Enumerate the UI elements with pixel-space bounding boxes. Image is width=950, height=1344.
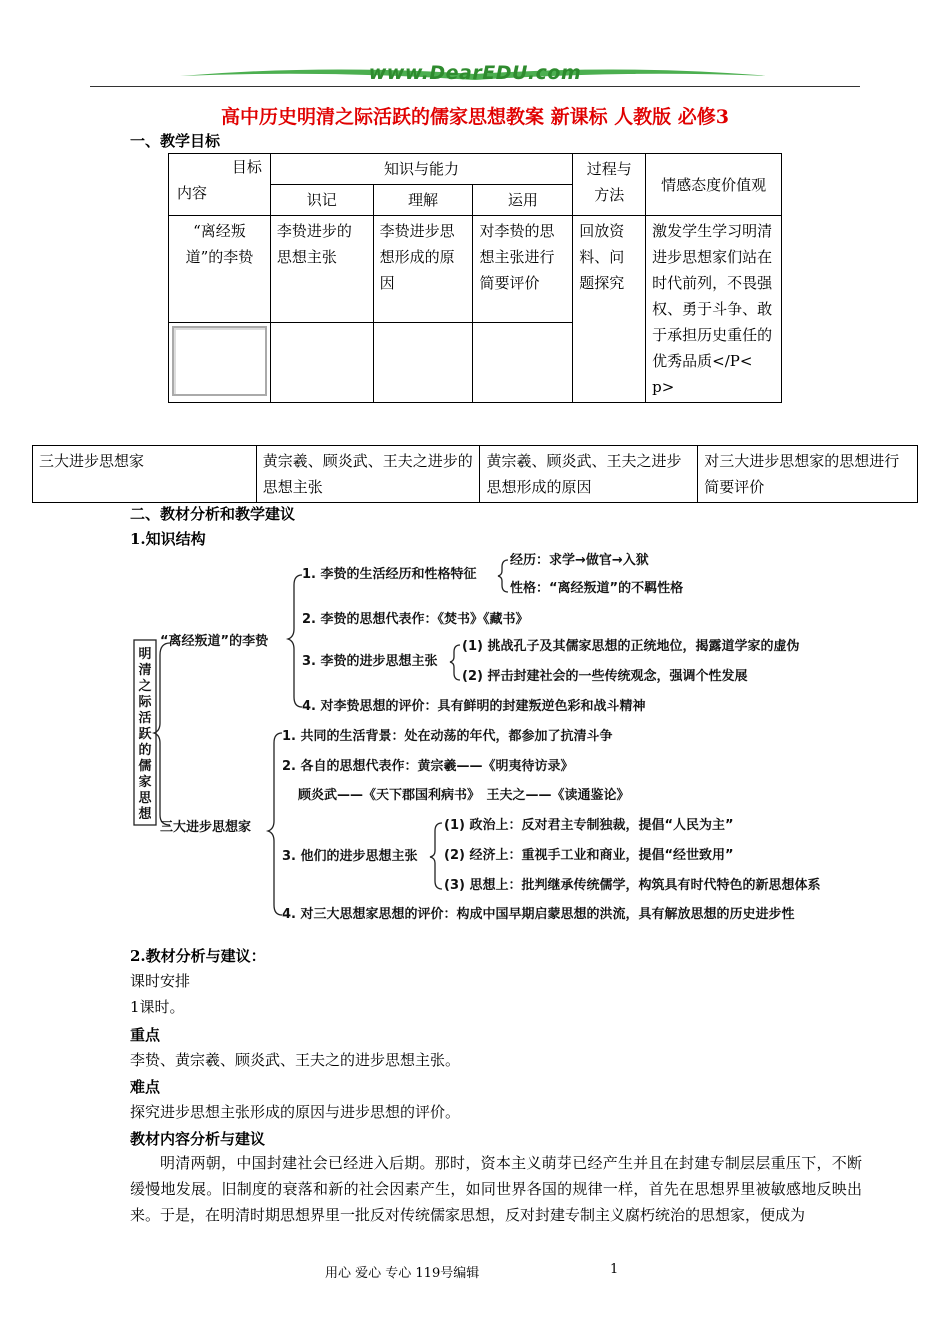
header-rule — [90, 86, 860, 87]
b1-item-4: 4. 对李贽思想的评价：具有鲜明的封建叛逆色彩和战斗精神 — [302, 699, 646, 714]
sub-header-understand: 理解 — [373, 185, 473, 216]
root-label-char: 清 — [138, 663, 152, 678]
b1-item-2: 2. 李贽的思想代表作：《焚书》《藏书》 — [302, 612, 529, 627]
b2-item-2: 2. 各自的思想代表作：黄宗羲——《明夷待访录》 — [282, 759, 574, 774]
thinkers-cell-2: 黄宗羲、顾炎武、王夫之进步思想形成的原因 — [480, 446, 698, 503]
logo-text: www.DearEDU.com — [368, 62, 582, 84]
root-label-char: 家 — [138, 775, 152, 790]
sub-header-memory: 识记 — [270, 185, 373, 216]
empty-cell — [473, 323, 573, 403]
cell-understand: 李贽进步思想形成的原因 — [373, 216, 473, 323]
analysis-label: 教材内容分析与建议 — [130, 1130, 266, 1148]
schedule-label: 课时安排 — [130, 972, 191, 990]
b1-1-experience: 经历：求学→做官→入狱 — [510, 553, 649, 568]
thinkers-table — [32, 445, 918, 503]
difficulty-value: 探究进步思想主张形成的原因与进步思想的评价。 — [130, 1103, 461, 1121]
b1-3-point-2: (2) 抨击封建社会的一些传统观念，强调个性发展 — [462, 669, 748, 684]
schedule-value: 1课时。 — [130, 998, 185, 1016]
b2-item-4: 4. 对三大思想家思想的评价：构成中国早期启蒙思想的洪流，具有解放思想的历史进步性 — [282, 907, 795, 922]
section-heading-2: 二、教材分析和教学建议 — [130, 505, 296, 523]
b1-item-3: 3. 李贽的进步思想主张 — [302, 654, 438, 669]
branch1-label: “离经叛道”的李贽 — [160, 634, 269, 649]
root-label-char: 之 — [138, 679, 152, 694]
site-logo — [175, 62, 775, 88]
thinkers-cell-3: 对三大进步思想家的思想进行简要评价 — [698, 446, 918, 503]
cell-emotion: 激发学生学习明清进步思想家们站在时代前列，不畏强权、勇于斗争、敢于承担历史重任的优秀品质</P< p> — [646, 216, 782, 403]
sub-header-apply: 运用 — [473, 185, 573, 216]
root-label-char: 儒 — [138, 759, 152, 774]
root-label-char: 明 — [138, 647, 152, 662]
empty-cell — [373, 323, 473, 403]
knowledge-structure-diagram — [130, 545, 890, 925]
b2-3-economy: (2) 经济上：重视手工业和商业，提倡“经世致用” — [444, 848, 734, 863]
subheading-analysis: 2.教材分析与建议： — [130, 947, 266, 965]
root-label-char: 跃 — [138, 727, 152, 742]
root-label-char: 思 — [138, 791, 152, 806]
analysis-paragraph: 明清两朝，中国封建社会已经进入后期。那时，资本主义萌芽已经产生并且在封建专制层层重压下，不断缓慢地发展。旧制度的衰落和新的社会因素产生，如同世界各国的规律一样，首先在思想界里被敏感地反映出来。于是，在明清时期思想界里一批反对传统儒家思想，反对封建专制主义腐朽统治的思想家，便成为 — [130, 1154, 862, 1224]
b2-3-politics: (1) 政治上：反对君主专制独裁，提倡“人民为主” — [444, 818, 734, 833]
cell-process: 回放资料、问题探究 — [573, 216, 646, 403]
objectives-table — [168, 153, 782, 403]
corner-bottom: 内容 — [177, 184, 208, 202]
knowledge-header: 知识与能力 — [270, 154, 572, 185]
row-label-lizhi: “离经叛道”的李贽 — [169, 216, 271, 323]
b2-item-1: 1. 共同的生活背景：处在动荡的年代，都参加了抗清斗争 — [282, 729, 613, 744]
b2-item-2b: 顾炎武——《天下郡国利病书》 王夫之——《读通鉴论》 — [298, 788, 630, 803]
corner-top: 目标 — [231, 158, 262, 176]
page-number: 1 — [610, 1262, 619, 1277]
thinkers-cell-1: 黄宗羲、顾炎武、王夫之进步的思想主张 — [256, 446, 480, 503]
root-label — [138, 647, 152, 822]
b1-1-character: 性格：“离经叛道”的不羁性格 — [510, 581, 684, 596]
cell-apply: 对李贽的思想主张进行简要评价 — [473, 216, 573, 323]
branch2-label: 三大进步思想家 — [160, 820, 252, 835]
b2-item-3: 3. 他们的进步思想主张 — [282, 849, 418, 864]
root-label-char: 想 — [138, 807, 152, 822]
b1-3-point-1: (1) 挑战孔子及其儒家思想的正统地位，揭露道学家的虚伪 — [462, 639, 800, 654]
empty-cell — [169, 323, 271, 403]
page-title: 高中历史明清之际活跃的儒家思想教案 新课标 人教版 必修3 — [220, 106, 730, 128]
process-header: 过程与方法 — [573, 154, 646, 216]
key-point-value: 李贽、黄宗羲、顾炎武、王夫之的进步思想主张。 — [130, 1051, 461, 1069]
root-label-char: 的 — [138, 743, 152, 758]
footer-text: 用心 爱心 专心 119号编辑 — [325, 1266, 480, 1281]
root-label-char: 活 — [138, 711, 152, 726]
difficulty-label: 难点 — [130, 1078, 161, 1096]
root-label-char: 际 — [138, 695, 152, 710]
section-heading-1: 一、教学目标 — [130, 132, 221, 150]
emotion-header: 情感态度价值观 — [646, 154, 782, 216]
subheading-structure: 1.知识结构 — [130, 530, 206, 548]
b1-item-1: 1. 李贽的生活经历和性格特征 — [302, 567, 477, 582]
key-point-label: 重点 — [130, 1026, 161, 1044]
cell-memory: 李贽进步的思想主张 — [270, 216, 373, 323]
empty-cell — [270, 323, 373, 403]
thinkers-label: 三大进步思想家 — [33, 446, 257, 503]
b2-3-thought: (3) 思想上：批判继承传统儒学，构筑具有时代特色的新思想体系 — [444, 878, 821, 893]
